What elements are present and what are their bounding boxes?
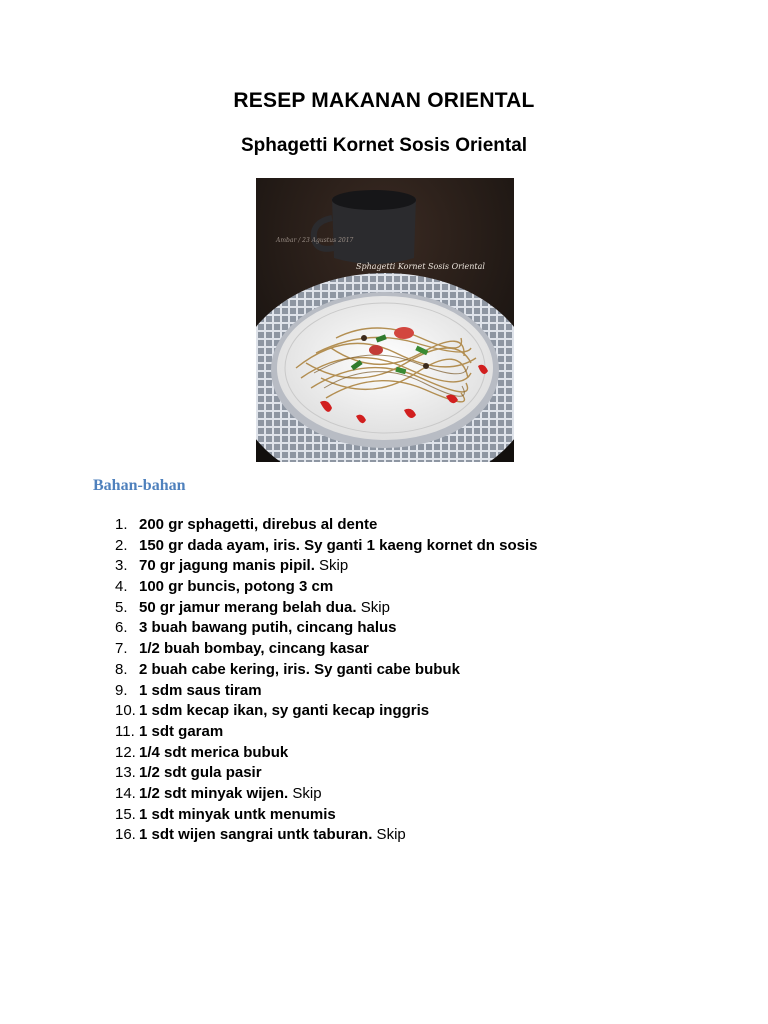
recipe-subtitle: Sphagetti Kornet Sosis Oriental — [240, 135, 528, 156]
ingredient-item — [115, 515, 538, 536]
ingredient-item — [115, 660, 538, 681]
ingredient-text: 1 sdm kecap ikan, sy ganti kecap inggris — [139, 702, 430, 720]
ingredient-item — [115, 536, 538, 557]
photo-caption: Sphagetti Kornet Sosis Oriental — [356, 262, 485, 271]
ingredient-text: 100 gr buncis, potong 3 cm — [139, 578, 334, 596]
ingredient-number: 16. — [115, 826, 136, 844]
ingredient-text: 50 gr jamur merang belah dua. — [139, 598, 357, 616]
recipe-photo — [256, 178, 514, 462]
ingredient-note: Skip — [288, 784, 322, 802]
ingredient-number: 14. — [115, 784, 136, 802]
ingredient-item — [115, 681, 538, 702]
ingredient-text: 2 buah cabe kering, iris. Sy ganti cabe bubuk — [139, 660, 460, 678]
ingredient-number: 11. — [115, 722, 135, 740]
ingredient-text: 1/2 sdt minyak wijen. — [139, 784, 289, 802]
ingredient-item — [115, 639, 538, 660]
ingredient-text: 1/4 sdt merica bubuk — [139, 743, 289, 761]
ingredient-item — [115, 825, 538, 846]
ingredient-text: 3 buah bawang putih, cincang halus — [139, 619, 397, 637]
ingredient-item — [115, 701, 538, 722]
ingredient-item — [115, 743, 538, 764]
ingredient-number: 9. — [115, 681, 128, 699]
ingredient-item — [115, 722, 538, 743]
ingredient-number: 8. — [115, 660, 128, 678]
ingredient-text: 1 sdt minyak untk menumis — [139, 805, 336, 823]
ingredient-list — [115, 515, 538, 846]
ingredient-item — [115, 598, 538, 619]
ingredient-number: 4. — [115, 578, 128, 596]
ingredient-text: 200 gr sphagetti, direbus al dente — [139, 516, 378, 533]
photo-watermark: Ambar / 23 Agustus 2017 — [276, 237, 354, 244]
ingredient-item — [115, 784, 538, 805]
ingredient-number: 2. — [115, 536, 128, 554]
ingredient-number: 1. — [115, 516, 128, 533]
ingredient-text: 1 sdm saus tiram — [139, 681, 262, 699]
ingredient-item — [115, 556, 538, 577]
ingredient-item — [115, 618, 538, 639]
ingredient-number: 7. — [115, 640, 128, 658]
ingredient-note: Skip — [372, 826, 406, 844]
ingredient-text: 1/2 sdt gula pasir — [139, 764, 262, 782]
ingredient-item — [115, 763, 538, 784]
ingredient-text: 70 gr jagung manis pipil. — [139, 557, 315, 575]
ingredient-number: 3. — [115, 557, 128, 575]
ingredient-text: 1 sdt garam — [139, 722, 224, 740]
ingredient-note: Skip — [356, 598, 390, 616]
ingredient-number: 15. — [115, 805, 136, 823]
section-heading-ingredients: Bahan-bahan — [93, 477, 186, 494]
ingredient-number: 10. — [115, 702, 136, 720]
ingredient-item — [115, 577, 538, 598]
ingredient-number: 13. — [115, 764, 136, 782]
ingredient-item — [115, 805, 538, 826]
page-title: RESEP MAKANAN ORIENTAL — [233, 89, 535, 112]
ingredient-note: Skip — [314, 557, 349, 575]
ingredient-text: 1 sdt wijen sangrai untk taburan. — [139, 826, 373, 844]
ingredient-number: 12. — [115, 743, 136, 761]
ingredient-text: 1/2 buah bombay, cincang kasar — [139, 640, 369, 658]
ingredient-text: 150 gr dada ayam, iris. Sy ganti 1 kaeng kornet dn sosis — [139, 536, 538, 554]
ingredient-number: 5. — [115, 598, 128, 616]
ingredient-number: 6. — [115, 619, 128, 637]
